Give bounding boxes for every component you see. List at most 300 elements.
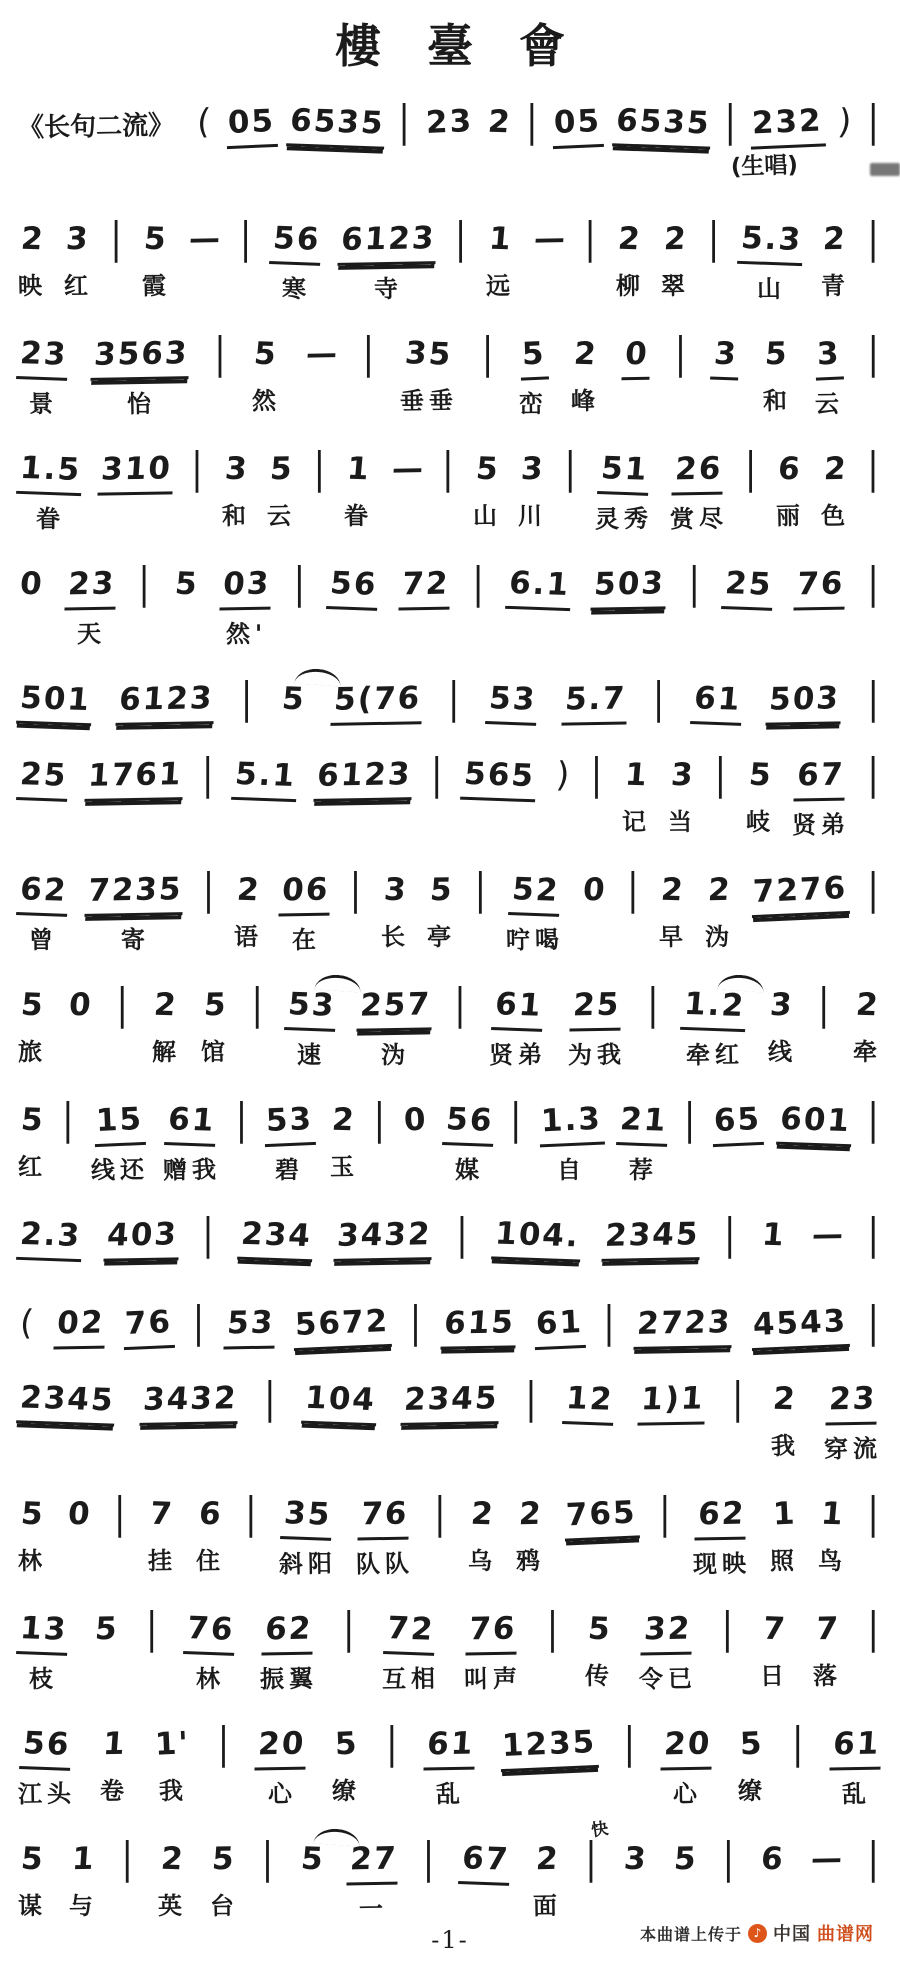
note-group: — [188,220,222,258]
note-group: 1 [623,756,651,794]
lyric-syllable [321,386,322,416]
notation-cell [286,985,337,1070]
note-group: 7276 [750,868,850,918]
notation-cell [315,755,413,840]
tie-arc [717,973,764,992]
notation-cell [516,1494,545,1576]
notation-cell [585,1609,614,1691]
note-group: 1 [487,220,514,258]
notation-cell [824,1379,882,1464]
lyric-syllable [449,501,450,531]
barline [623,1718,638,1806]
note-group: 52 [508,869,563,917]
barline [683,1094,698,1182]
lyric-syllable: 挂 [147,1546,177,1576]
notation-cell [267,449,296,531]
note-group: 5.3 [737,218,806,266]
lyric-syllable: 为我 [567,1040,626,1070]
note-group: 6123 [116,678,217,726]
lyric-syllable [824,1037,825,1067]
lyric-syllable: 眷 [35,504,66,534]
note-group: 615 [440,1302,518,1349]
notation-cell [623,334,651,419]
lyric-syllable [685,1891,686,1921]
music-note-icon: ♪ [753,1926,762,1940]
lyric-syllable [349,1661,350,1691]
note-group: | [731,1373,746,1424]
note-group: 20 [661,1724,715,1771]
note-group: 76 [465,1609,519,1656]
lyric-syllable: 语 [234,922,264,952]
note-group: 2 [152,986,180,1024]
note-group: 503 [766,678,844,725]
note-group: | [867,1603,881,1654]
lyric-syllable [441,1546,442,1576]
notation-cell [662,1724,713,1809]
note-group: 53 [284,984,339,1032]
lyric-syllable [224,1776,225,1806]
note-group: | [481,328,496,379]
notation-cell [18,755,69,840]
notation-cell [552,102,603,148]
note-group: 2 [159,1840,187,1878]
note-group: 2 [662,220,689,258]
note-group: 67 [793,755,847,802]
note-group: | [510,1094,524,1145]
page-number: -1- [431,1926,469,1954]
lyric-syllable [728,1661,729,1691]
notation-cell [462,755,537,840]
note-group: 1 [819,1495,847,1533]
notation-cell [280,870,331,955]
lyric-syllable: 叫声 [463,1664,522,1694]
note-group: 1 [70,1840,97,1878]
notation-cell [173,564,201,646]
note-group: 2345 [400,1378,501,1426]
notation-cell [288,102,386,148]
note-group: 5 [252,335,280,373]
notation-cell [659,870,688,952]
notation-cell [187,219,222,301]
notation-cell [18,1494,47,1576]
barline [349,864,364,952]
notation-cell [18,564,46,646]
notation-cell [304,334,339,416]
note-group: 234 [237,1214,316,1262]
note-group: | [62,1094,76,1145]
lyric-syllable [437,807,438,837]
note-group: | [191,443,205,494]
notation-cell [330,1100,359,1182]
note-group: 5 [280,680,308,718]
note-group: — [390,450,425,488]
barline [658,1488,673,1576]
note-group: 56 [19,1723,74,1771]
lyric-syllable: 然 [251,386,281,416]
lyric-syllable [798,1776,799,1806]
notation-cell [226,102,277,148]
barline [239,213,254,301]
notation-cell [55,1303,106,1349]
lyric-syllable [43,810,44,840]
lyric-syllable [128,1891,129,1921]
lyric-syllable [726,389,727,419]
note-group: 5(76 [330,678,424,726]
notation-cell [836,102,855,145]
note-group: 35 [280,1493,335,1541]
lyric-syllable [820,619,821,649]
lyric-syllable [695,616,696,646]
notation-cell [400,334,458,416]
lyric-syllable: 寄 [120,925,151,955]
notation-cell [382,1609,440,1694]
notation-cell [18,334,69,419]
barline [626,864,641,952]
lyric-syllable [204,271,205,301]
lyric-syllable [340,1434,341,1464]
site-name-red: 曲谱网 [817,1924,874,1945]
footer-credit [640,1920,874,1946]
notation-cell [210,1839,239,1921]
note-group: | [722,1833,737,1884]
note-group: 5 [19,1840,46,1878]
notation-cell [760,1609,789,1691]
lyric-syllable [597,807,598,837]
score-system [6,443,894,534]
lyric-syllable [117,271,118,301]
lyric-syllable: 灵秀 [595,504,654,534]
barline [441,443,456,531]
notation-cell [442,1303,517,1349]
notation-cell [86,755,184,840]
barline [744,443,759,531]
tune-type-label: 《长句二流》 [17,110,175,144]
note-group: 06 [279,870,333,917]
note-group: 6535 [612,100,714,149]
notation-cell [486,102,514,145]
barline [454,213,469,301]
notation-cell [622,1839,650,1921]
barline [409,1297,424,1348]
lyric-syllable [300,616,301,646]
notation-cell [723,564,774,649]
notation-cell [853,985,882,1067]
lyric-syllable [517,1152,518,1182]
note-group: | [145,1603,160,1654]
notation-cell [18,985,47,1067]
lyric-syllable: 贤弟 [791,810,850,840]
lyric-syllable: 馆 [200,1037,231,1067]
barline [866,443,881,531]
note-group: 27 [347,1839,401,1886]
notation-cell [152,985,181,1067]
lyric-syllable: 队队 [355,1549,415,1579]
note-group: 6123 [313,754,414,802]
lyric-syllable: 英 [158,1891,188,1921]
notation-cell [750,102,825,148]
note-group: 0 [18,565,46,603]
note-group: | [867,213,881,264]
barline [866,1488,881,1576]
note-group: | [867,1094,881,1145]
note-group: ( [195,101,214,143]
lyric-syllable [451,1434,452,1464]
note-group: 1 [345,450,373,488]
lyric-syllable [589,1434,590,1464]
notation-cell [381,870,410,952]
note-group: 1 [101,1725,128,1763]
note-group: 2 [706,871,733,909]
note-group: 51 [597,448,652,496]
note-group: | [261,1833,276,1884]
lyric-syllable: 峰 [571,386,601,416]
note-group: | [217,1718,232,1769]
note-group: 104 [301,1378,380,1426]
lyric-syllable [800,925,801,955]
note-group: 2 [235,871,263,909]
notation-cell [563,679,628,725]
notation-cell [518,449,547,531]
notation-cell [770,1494,799,1576]
lyric-syllable: 现映 [692,1549,752,1579]
notation-cell [533,1839,562,1921]
lyric-syllable [729,1891,730,1921]
note-group: 05 [551,101,604,149]
notation-cell [564,1494,639,1579]
note-group: | [818,979,832,1030]
note-group: 6 [759,1840,787,1878]
barline [674,328,689,416]
note-group: 3 [669,756,696,794]
barline [263,1373,278,1461]
lyric-syllable [136,504,137,534]
note-group: 5.7 [561,678,629,725]
notation-cell [614,102,712,148]
lyric-syllable: 互相 [381,1664,440,1694]
notation-cell [776,449,805,531]
note-group: 5.1 [231,754,300,802]
note-group: 1.2 [680,984,749,1032]
lyric-syllable: 云 [814,389,844,419]
lyric-syllable [549,271,550,301]
note-group: 2 [822,220,849,258]
note-group: 02 [53,1303,107,1350]
note-group: | [235,1094,250,1145]
note-group: 6.1 [505,563,574,611]
note-group: 65 [711,1099,764,1147]
notation-cell [506,870,564,955]
lyric-syllable [265,810,266,840]
lyric-syllable: 自 [556,1155,586,1185]
lyric-syllable [874,501,875,531]
lyric-syllable [320,501,321,531]
note-group: 2345 [16,1377,118,1426]
barline [447,673,462,724]
lyric-syllable [563,807,564,837]
lyric-syllable: 眷 [344,501,374,531]
tempo-mark: 快 [590,1818,610,1842]
note-group: | [674,328,689,379]
note-group: 72 [398,564,452,611]
lyric-syllable: 传 [585,1661,615,1691]
lyric-syllable: 寺 [373,274,403,304]
note-group: 2 [469,1495,496,1533]
barline [217,1718,232,1806]
lyric-syllable: 垂垂 [399,386,459,416]
barline [525,96,540,147]
notation-cell [201,985,230,1067]
lyric-syllable [416,1152,417,1182]
score-system [6,749,894,840]
barline [422,1833,437,1921]
note-group: | [659,1488,673,1539]
note-group: 3 [814,333,844,380]
note-group: 565 [460,754,539,802]
note-group: | [245,1488,259,1539]
lyric-syllable [592,1891,593,1921]
note-group: 5 [739,1725,765,1763]
notation-cell [402,1100,430,1182]
note-group: 5 [474,450,501,488]
notation-cell [427,870,456,952]
barline [723,1209,738,1260]
scan-artifact [870,163,900,176]
note-group: | [434,1488,448,1539]
note-group: 56 [326,563,381,611]
page-title: 樓臺會 [335,19,611,73]
note-group: 2 [572,335,600,373]
note-group: 4543 [750,1301,850,1351]
note-group: | [442,443,456,494]
note-group: | [867,864,881,915]
lyric-syllable [874,616,875,646]
note-group: | [240,673,255,724]
lyric-syllable: 线还 [90,1155,149,1185]
note-group: | [791,1718,806,1769]
lyric-syllable: 林 [17,1546,48,1576]
lyric-syllable: 亭 [427,922,457,952]
lyric-syllable [874,922,875,952]
lyric-syllable [425,619,426,649]
notation-cell [260,1609,318,1694]
lyric-syllable [407,501,408,531]
notation-cell [158,1839,187,1921]
note-group: 310 [98,448,176,495]
lyric-syllable: 红 [63,271,93,301]
note-group: 62 [262,1609,316,1656]
barline [373,1094,388,1182]
note-group: 5 [142,220,170,258]
notation-cell [303,1379,378,1464]
barline [121,1833,136,1921]
barline [213,328,228,416]
notation-cell [568,985,626,1070]
note-group: 3 [622,1840,650,1878]
notation-cell [571,334,600,416]
lyric-syllable [145,616,146,646]
lyric-syllable: 丽 [775,501,805,531]
barline [722,1833,737,1921]
score-system [6,864,894,955]
notation-cell [751,1303,849,1349]
note-group: 76 [122,1302,175,1350]
notation-cell [795,564,846,649]
note-group: 23 [64,564,118,611]
notation-cell [252,334,281,416]
notation-cell [18,449,83,534]
notation-cell [18,1609,69,1694]
notation-cell [809,1839,844,1921]
notation-cell [18,1215,83,1261]
note-group: 1' [154,1725,192,1763]
lyric-syllable: 远 [485,271,516,301]
lyric-syllable: 和 [221,501,252,531]
lyric-syllable: 落 [813,1661,843,1691]
note-group: 6 [776,450,804,488]
notation-cell [332,1724,361,1806]
lyric-syllable [874,1546,875,1576]
score-system [6,1603,894,1694]
note-group: ( [18,1302,38,1344]
notation-cell [818,1494,847,1576]
lyric-syllable [488,386,489,416]
barline [817,979,832,1067]
note-group: 03 [220,564,274,611]
score-body [0,76,900,1924]
note-group: | [707,213,722,264]
note-group: 601 [776,1099,855,1147]
barline [866,864,881,952]
lyric-syllable [630,619,631,649]
score-system [6,213,894,304]
note-group: 3563 [90,333,191,381]
notation-cell [86,870,184,955]
lyric-syllable: 媒 [454,1155,485,1185]
barline [652,673,667,724]
note-group: | [623,1718,638,1769]
lyric-syllable: 牵红 [685,1040,744,1070]
barline [385,1718,400,1806]
note-group: 32 [640,1609,694,1656]
lyric-syllable [499,810,500,840]
lyric-syllable: 日 [759,1661,790,1691]
barline [731,1373,746,1461]
barline [453,979,468,1067]
lyric-syllable: 玉 [329,1152,359,1182]
lyric-syllable [268,1891,269,1921]
note-group: 2723 [634,1302,735,1350]
note-group: 2 [534,1840,561,1878]
notation-cell [100,1724,129,1806]
note-group: 5 [747,756,774,794]
notation-cell [293,1303,391,1349]
lyric-syllable: 线 [767,1037,797,1067]
note-group: — [810,1216,845,1254]
note-group: | [867,1833,881,1884]
notation-cell [424,102,475,145]
note-group: 503 [591,563,669,610]
note-group: 5 [519,333,549,380]
barline [524,1373,539,1461]
note-group: | [585,1833,599,1884]
note-group: 25 [721,563,776,611]
barline [707,213,722,301]
notation-cell [328,564,379,649]
barline [866,749,881,837]
note-group: 56 [269,218,324,266]
lyric-syllable [714,271,715,301]
barline [721,1603,736,1691]
